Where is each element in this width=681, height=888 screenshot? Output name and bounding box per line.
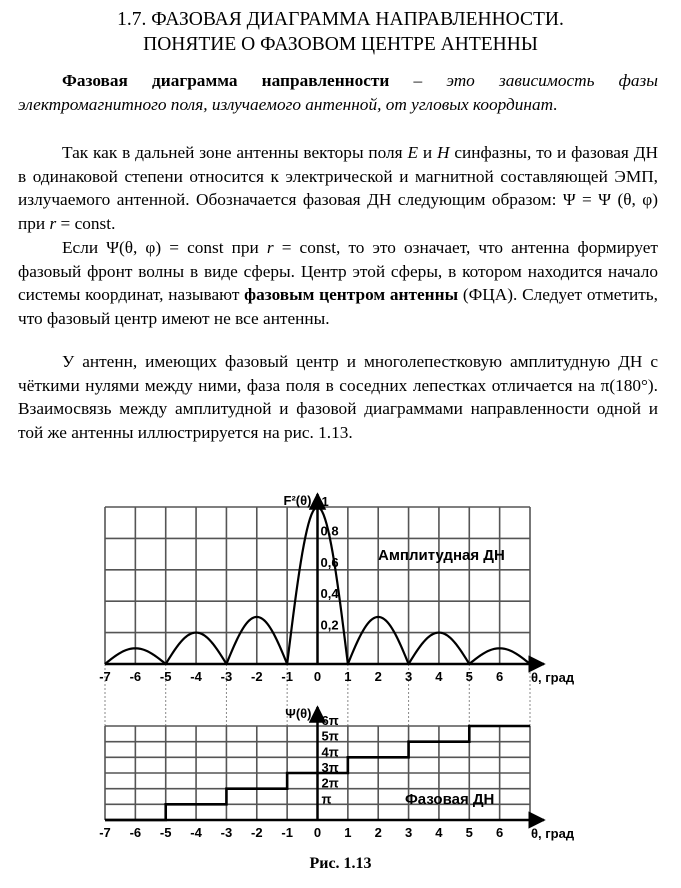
phase-y-axis-label: Ψ(θ) [285, 706, 312, 721]
amp-x-tick-label: 0 [313, 669, 322, 684]
phase-x-tick-label: 4 [435, 825, 443, 840]
text-span: и [418, 143, 437, 162]
symbol-r: r [266, 238, 274, 257]
phase-y-tick-label: 2π [321, 775, 339, 791]
phase-x-tick-label: -7 [99, 825, 111, 840]
text-span: = const. [56, 213, 116, 233]
text-span: Если Ψ(θ, φ) = const при [62, 238, 267, 257]
amp-x-tick-label: 1 [344, 669, 352, 684]
amp-x-tick-label: 5 [465, 669, 473, 684]
amp-x-tick-label: 2 [374, 669, 382, 684]
amp-y-tick-label: 0,2 [320, 617, 339, 633]
amp-y-tick-label: 0,4 [320, 586, 339, 602]
symbol-r: r [49, 213, 57, 233]
amp-x-tick-label: -3 [220, 669, 233, 684]
amp-x-tick-label: -7 [99, 669, 111, 684]
amp-y-tick-label: 0,8 [320, 523, 339, 539]
phase-x-tick-label: 5 [465, 825, 473, 840]
paragraph-lobes [18, 350, 658, 444]
figure-caption: Рис. 1.13 [309, 855, 372, 872]
phase-y-tick-label: 4π [321, 744, 339, 760]
phase-x-tick-label: -5 [159, 825, 172, 840]
phase-y-tick-label: 5π [321, 728, 339, 744]
amp-x-tick-label: -6 [129, 669, 142, 684]
phase-x-tick-label: -1 [281, 825, 293, 840]
section-heading-line1: 1.7. ФАЗОВАЯ ДИАГРАММА НАПРАВЛЕННОСТИ. [117, 9, 564, 30]
paragraph-definition [18, 69, 658, 116]
section-heading-line2: ПОНЯТИЕ О ФАЗОВОМ ЦЕНТРЕ АНТЕННЫ [143, 34, 538, 55]
phase-chart-title: Фазовая ДН [405, 791, 495, 808]
phase-x-axis-label: θ, град [531, 826, 575, 841]
text-span: Так как в дальней зоне антенны векторы поля [62, 143, 408, 162]
phase-x-tick-label: 2 [374, 825, 382, 840]
amp-x-tick-label: 4 [435, 669, 443, 684]
amp-y-tick-label: 0,6 [320, 554, 339, 570]
text-span: = const, то это означает, что антенна формирует фазовый фронт волны в виде сферы. Центр этой сферы, в котором находится начало системы координат, называют [18, 238, 658, 305]
amp-chart-title: Амплитудная ДН [378, 547, 505, 564]
paragraph-far-zone [18, 141, 658, 235]
phase-x-tick-label: -3 [220, 825, 233, 840]
text-span: синфазны, то и фазовая ДН в одинаковой степени относится к электрической и магнитной составляющей ЭМП, излучаемого антенной. Обозначается фазовая ДН следующим образом: Ψ = Ψ (θ, φ) при [18, 143, 658, 233]
amp-y-axis-label: F²(θ) [283, 493, 312, 508]
amp-x-tick-label: -1 [281, 669, 293, 684]
phase-x-tick-label: -4 [190, 825, 202, 840]
amp-x-tick-label: 6 [496, 669, 504, 684]
amp-x-axis-label: θ, град [531, 670, 575, 685]
amp-x-tick-label: 3 [404, 669, 413, 684]
amp-x-tick-label: -5 [159, 669, 172, 684]
phase-x-tick-label: 6 [496, 825, 504, 840]
phase-y-tick-label: 6π [321, 713, 339, 728]
dash: – [389, 71, 447, 90]
figure-1-13 [0, 480, 681, 850]
paragraph-phase-center [18, 236, 658, 330]
definition-text: это зависимость фазы электромагнитного поля, излучаемого антенной, от угловых координат. [18, 71, 658, 114]
term-phase-pattern: Фазовая диаграмма направленности [62, 71, 390, 90]
phase-x-tick-label: 3 [404, 825, 413, 840]
phase-y-tick-label: π [321, 791, 332, 807]
phase-y-tick-label: 3π [321, 760, 339, 775]
amp-x-tick-label: -2 [251, 669, 263, 684]
text-span: У антенн, имеющих фазовый центр и многолепестковую амплитудную ДН с чёткими нулями между ними, фаза поля в соседних лепестках отличается на π(180°). Взаимосвязь между амплитудной и фазовой диаграммами направленности одной и той же антенны иллюстрируется на рис. 1.13. [18, 352, 658, 442]
phase-x-tick-label: -6 [129, 825, 142, 840]
text-span: (ФЦА). Следует отметить, что фазовый центр имеют не все антенны. [18, 285, 658, 328]
symbol-h: H [436, 143, 450, 162]
term-phase-center: фазовым центром антенны [244, 285, 459, 305]
phase-x-tick-label: 1 [344, 825, 352, 840]
phase-x-tick-label: -2 [251, 825, 263, 840]
phase-x-tick-label: 0 [313, 825, 322, 840]
amp-y-tick-label: 1 [321, 494, 329, 509]
symbol-e: E [407, 143, 419, 162]
amp-x-tick-label: -4 [190, 669, 202, 684]
